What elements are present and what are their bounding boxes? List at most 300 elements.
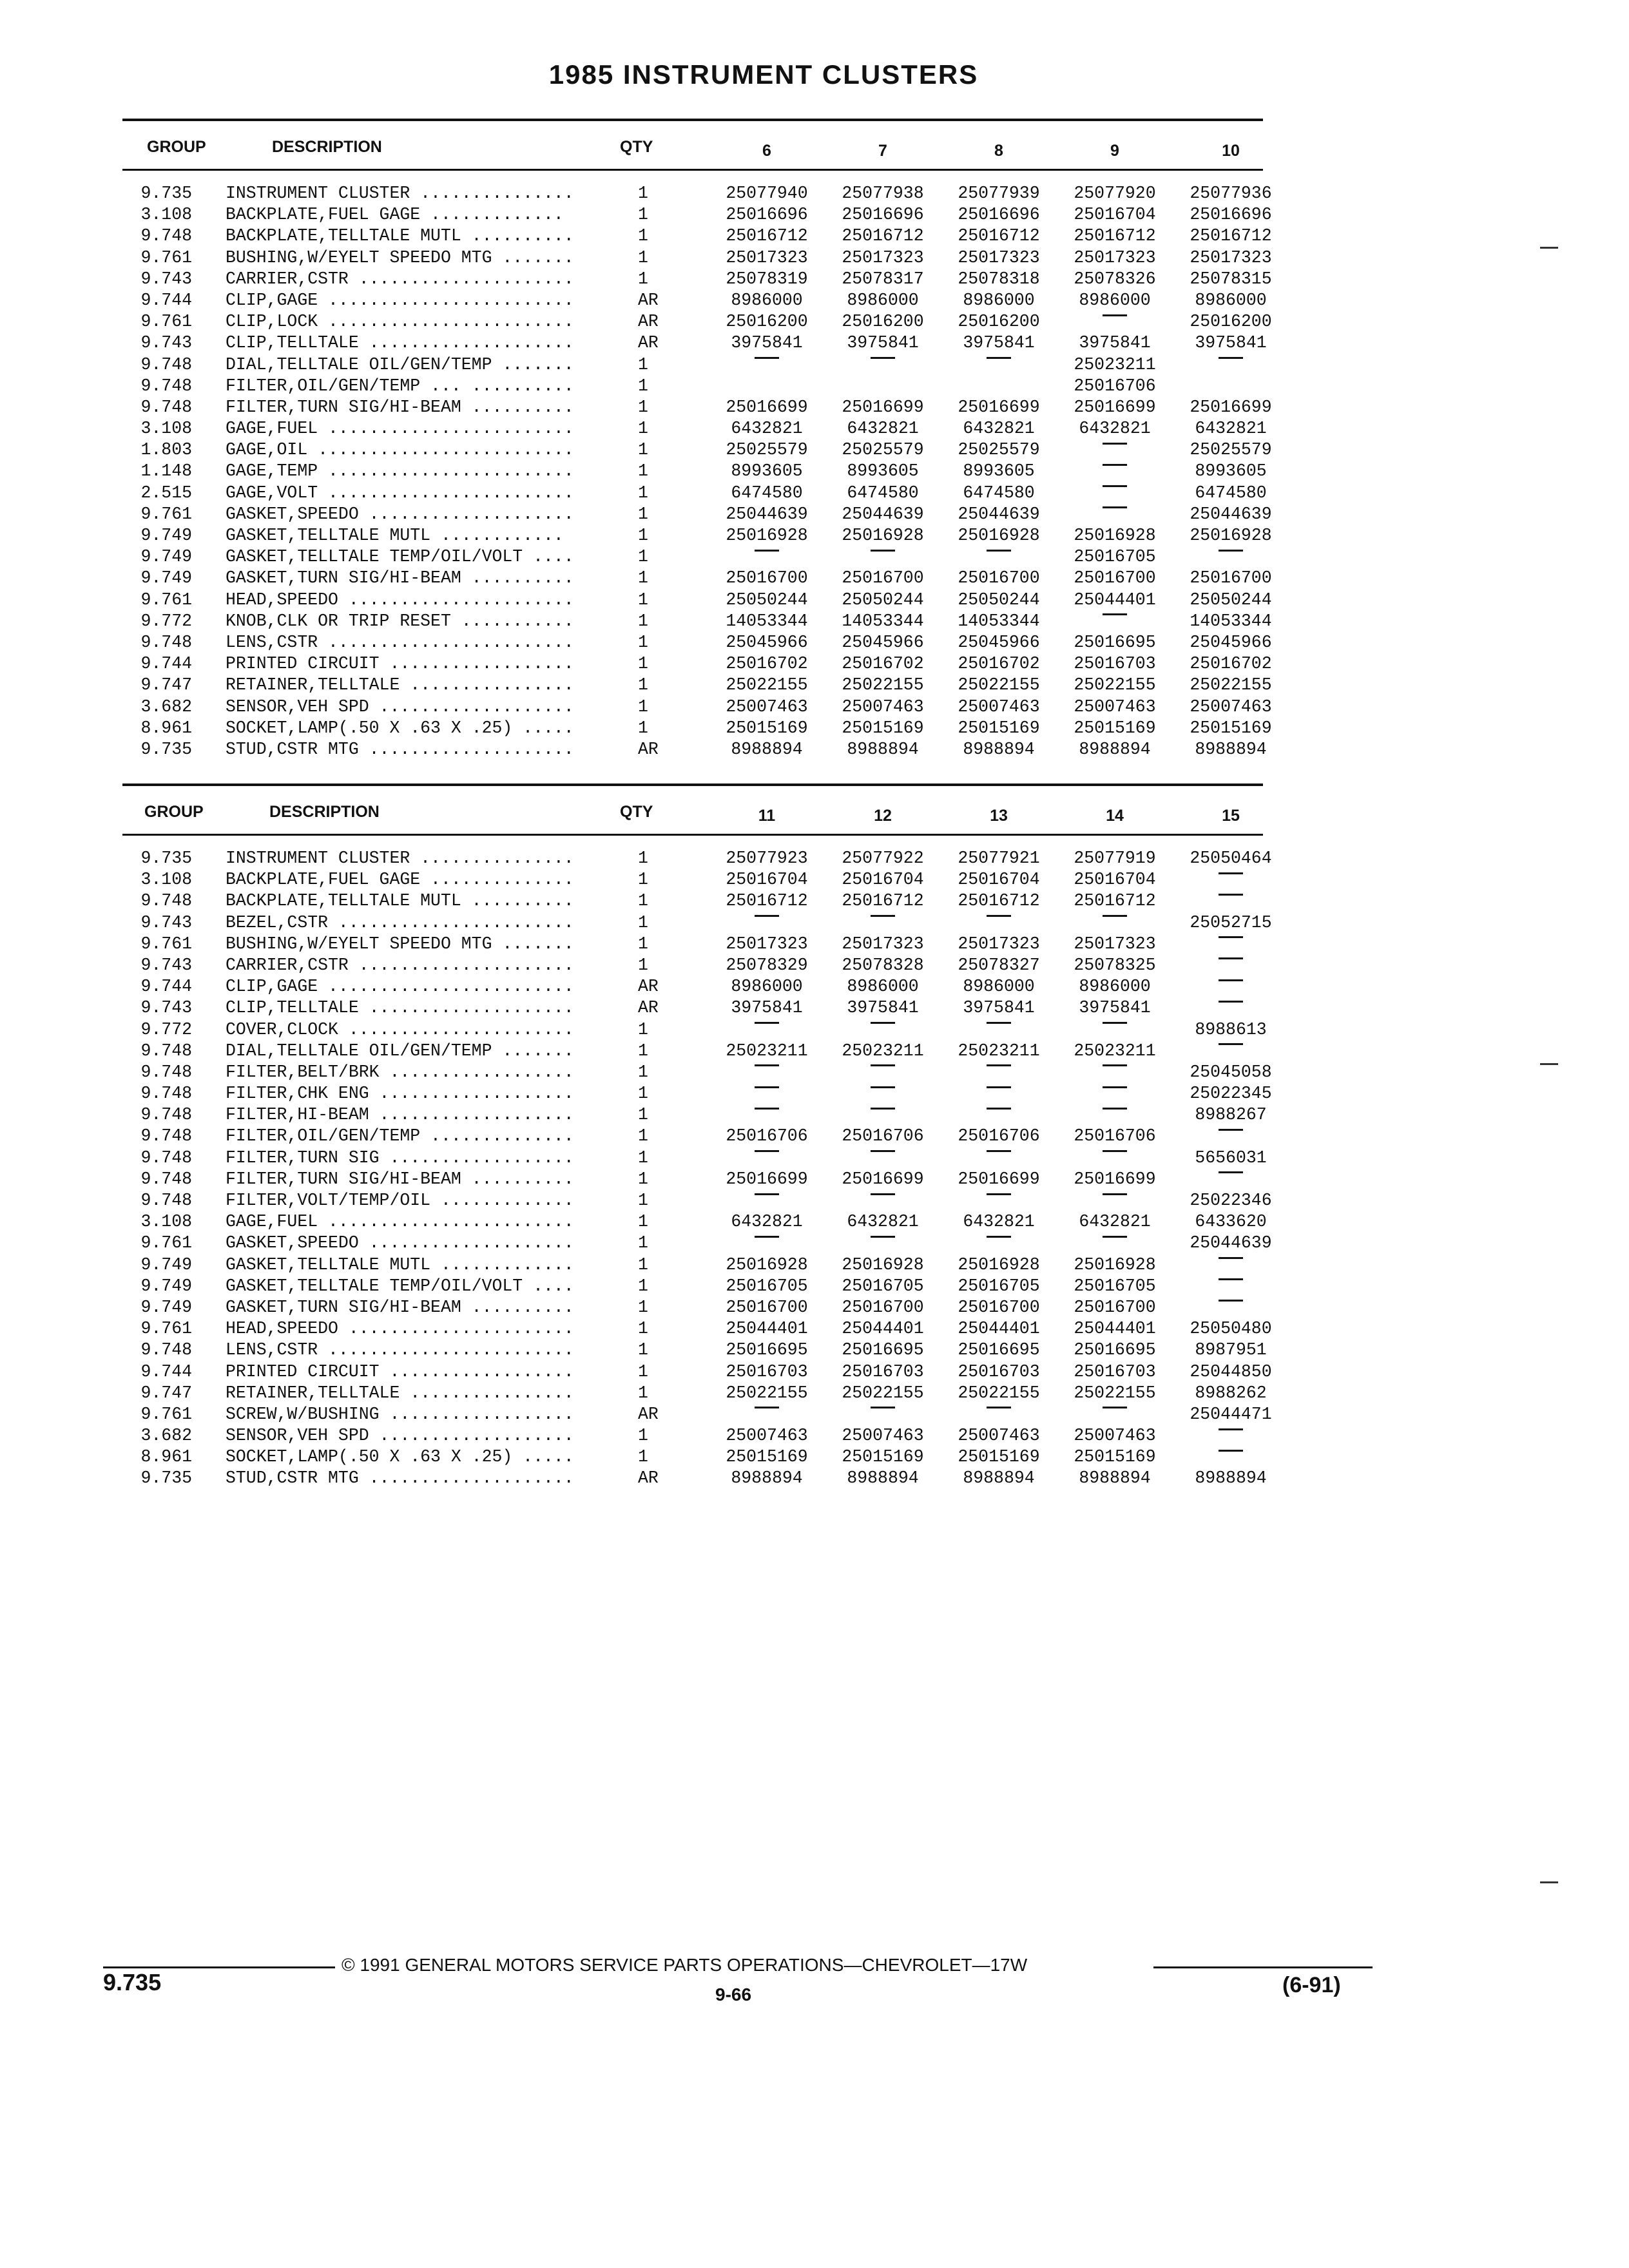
quantity: 1 (638, 461, 648, 481)
quantity: 1 (638, 1062, 648, 1082)
part-number: 25016705 (958, 1276, 1040, 1296)
part-number: 8988894 (1195, 1468, 1267, 1488)
group-number: 9.761 (140, 1404, 192, 1424)
part-number: 25044639 (1190, 504, 1272, 524)
part-number: 25007463 (1074, 1426, 1156, 1446)
part-description: FILTER,OIL/GEN/TEMP .............. (226, 1126, 574, 1146)
part-number: 25025579 (1190, 440, 1272, 460)
not-applicable-dash (715, 1083, 818, 1104)
model-col-header: 12 (874, 807, 892, 825)
page-title: 1985 INSTRUMENT CLUSTERS (548, 59, 979, 90)
part-number: 25016704 (842, 870, 924, 890)
not-applicable-dash (1063, 1104, 1166, 1126)
quantity: 1 (638, 1383, 648, 1403)
part-number: 25025579 (842, 440, 924, 460)
part-number: 25017323 (842, 934, 924, 954)
part-number: 6432821 (963, 1212, 1035, 1232)
not-applicable-dash (831, 1019, 934, 1041)
quantity: 1 (638, 1297, 648, 1317)
table-row (122, 890, 1263, 912)
part-description: SENSOR,VEH SPD ................... (226, 1426, 574, 1446)
part-description: BACKPLATE,TELLTALE MUTL .......... (226, 891, 574, 911)
part-number: 14053344 (1190, 611, 1272, 631)
table-row (122, 1148, 1267, 1169)
part-description: FILTER,TURN SIG/HI-BEAM .......... (226, 397, 574, 417)
table-row (122, 739, 1267, 760)
quantity: 1 (638, 526, 648, 545)
part-number: 25050464 (1190, 849, 1272, 868)
part-number: 25016200 (726, 312, 808, 332)
edge-mark (1540, 1881, 1558, 1883)
group-number: 9.735 (140, 739, 192, 759)
group-number: 9.761 (140, 934, 192, 954)
part-number: 25016712 (1074, 891, 1156, 911)
not-applicable-dash (947, 1404, 1050, 1425)
group-number: 3.682 (140, 1426, 192, 1446)
part-number: 8988894 (1079, 739, 1151, 759)
part-number: 25016703 (1074, 654, 1156, 674)
part-number: 25016928 (842, 526, 924, 545)
group-number: 9.761 (140, 312, 192, 332)
not-applicable-dash (947, 1019, 1050, 1041)
part-number: 8986000 (847, 290, 919, 310)
model-col-header: 8 (994, 142, 1003, 160)
part-number: 25016712 (726, 226, 808, 246)
part-number: 25017323 (958, 247, 1040, 267)
part-number: 25016706 (958, 1126, 1040, 1146)
model-col-header: 7 (878, 142, 887, 160)
not-applicable-dash (831, 1148, 934, 1169)
part-number: 8986000 (731, 290, 803, 310)
quantity: 1 (638, 934, 648, 954)
part-number: 25016695 (1074, 632, 1156, 652)
part-number: 25044639 (1190, 1233, 1272, 1253)
part-number: 6432821 (731, 1212, 803, 1232)
not-applicable-dash (1063, 1233, 1166, 1254)
quantity: 1 (638, 1212, 648, 1232)
group-number: 9.748 (140, 1191, 192, 1210)
part-number: 25016695 (958, 1340, 1040, 1360)
not-applicable-dash (1179, 997, 1282, 1019)
part-description: GAGE,FUEL ........................ (226, 1212, 574, 1232)
part-number: 25022346 (1190, 1191, 1272, 1210)
part-number: 25016705 (1074, 547, 1156, 567)
table-row (122, 1318, 1272, 1340)
part-number: 25016695 (726, 1340, 808, 1360)
part-number: 25016702 (842, 654, 924, 674)
table-row (122, 1211, 1267, 1233)
quantity: AR (638, 312, 659, 332)
not-applicable-dash (1179, 1126, 1282, 1147)
part-number: 25078318 (958, 269, 1040, 289)
group-number: 9.735 (140, 184, 192, 203)
part-description: GASKET,TURN SIG/HI-BEAM .......... (226, 568, 574, 588)
part-number: 25016700 (1074, 568, 1156, 588)
part-number: 25044850 (1190, 1361, 1272, 1381)
table-row (122, 354, 1263, 376)
part-number: 25050244 (842, 590, 924, 610)
not-applicable-dash (947, 1190, 1050, 1211)
part-description: RETAINER,TELLTALE ................ (226, 1383, 574, 1403)
part-number: 25015169 (1074, 718, 1156, 738)
part-number: 6432821 (847, 1212, 919, 1232)
quantity: 1 (638, 912, 648, 932)
quantity: 1 (638, 547, 648, 567)
part-number: 25016928 (958, 526, 1040, 545)
part-description: FILTER,OIL/GEN/TEMP ... .......... (226, 376, 574, 396)
part-number: 25077922 (842, 849, 924, 868)
quantity: 1 (638, 675, 648, 695)
part-number: 25016699 (958, 397, 1040, 417)
group-number: 9.748 (140, 1169, 192, 1189)
part-number: 25022155 (1190, 675, 1272, 695)
table-body (122, 848, 1272, 1490)
group-number: 9.748 (140, 1340, 192, 1360)
part-description: PRINTED CIRCUIT .................. (226, 654, 574, 674)
table-row (122, 1083, 1272, 1104)
quantity: 1 (638, 1276, 648, 1296)
not-applicable-dash (715, 1190, 818, 1211)
part-number: 25016699 (726, 1169, 808, 1189)
part-description: GAGE,FUEL ........................ (226, 419, 574, 439)
part-description: HEAD,SPEEDO ...................... (226, 1319, 574, 1339)
part-description: SOCKET,LAMP(.50 X .63 X .25) ..... (226, 1447, 574, 1467)
not-applicable-dash (1063, 1404, 1166, 1425)
quantity: 1 (638, 376, 648, 396)
part-number: 25017323 (1074, 247, 1156, 267)
not-applicable-dash (715, 354, 818, 376)
description-header: DESCRIPTION (269, 803, 380, 821)
part-number: 25016704 (1074, 205, 1156, 225)
not-applicable-dash (947, 1104, 1050, 1126)
part-number: 25078315 (1190, 269, 1272, 289)
part-number: 25015169 (842, 718, 924, 738)
part-description: DIAL,TELLTALE OIL/GEN/TEMP ....... (226, 354, 574, 374)
part-number: 8988894 (1079, 1468, 1151, 1488)
part-number: 25077939 (958, 184, 1040, 203)
part-number: 25022155 (1074, 1383, 1156, 1403)
part-number: 8988894 (963, 739, 1035, 759)
part-description: FILTER,VOLT/TEMP/OIL ............. (226, 1191, 574, 1210)
quantity: 1 (638, 654, 648, 674)
part-description: LENS,CSTR ........................ (226, 1340, 574, 1360)
quantity: 1 (638, 1254, 648, 1274)
part-number: 25044401 (726, 1319, 808, 1339)
table-row (122, 653, 1272, 675)
table-row (122, 1446, 1263, 1468)
part-number: 25078317 (842, 269, 924, 289)
group-number: 9.748 (140, 891, 192, 911)
group-number: 2.515 (140, 483, 192, 503)
part-number: 25045966 (726, 632, 808, 652)
not-applicable-dash (1179, 354, 1282, 376)
part-description: CLIP,TELLTALE .................... (226, 333, 574, 353)
part-number: 25044401 (1074, 590, 1156, 610)
quantity: 1 (638, 184, 648, 203)
table-row (122, 1169, 1263, 1190)
group-number: 9.749 (140, 526, 192, 545)
part-number: 25016200 (842, 312, 924, 332)
group-number: 8.961 (140, 1447, 192, 1467)
not-applicable-dash (831, 1104, 934, 1126)
part-description: CLIP,GAGE ........................ (226, 977, 574, 997)
group-number: 9.743 (140, 998, 192, 1018)
part-number: 6432821 (1079, 419, 1151, 439)
table-row (122, 332, 1267, 354)
part-number: 25023211 (842, 1041, 924, 1061)
part-number: 25016712 (1190, 226, 1272, 246)
part-description: KNOB,CLK OR TRIP RESET ........... (226, 611, 574, 631)
not-applicable-dash (947, 546, 1050, 568)
part-number: 25044471 (1190, 1404, 1272, 1424)
not-applicable-dash (1063, 912, 1166, 934)
quantity: 1 (638, 419, 648, 439)
part-number: 25045966 (958, 632, 1040, 652)
group-number: 9.748 (140, 354, 192, 374)
part-number: 14053344 (842, 611, 924, 631)
part-number: 25007463 (726, 697, 808, 716)
part-number: 25017323 (726, 247, 808, 267)
part-number: 25022155 (1074, 675, 1156, 695)
part-number: 25016702 (958, 654, 1040, 674)
part-number: 6474580 (1195, 483, 1267, 503)
part-number: 25016705 (842, 1276, 924, 1296)
part-number: 25016928 (1190, 526, 1272, 545)
group-number: 9.735 (140, 849, 192, 868)
table-row (122, 546, 1263, 568)
part-description: SENSOR,VEH SPD ................... (226, 697, 574, 716)
part-number: 25050480 (1190, 1319, 1272, 1339)
part-number: 25016702 (1190, 654, 1272, 674)
part-number: 25007463 (958, 1426, 1040, 1446)
part-number: 25016700 (842, 1297, 924, 1317)
group-number: 9.748 (140, 397, 192, 417)
table-row (122, 376, 1263, 397)
part-number: 25022155 (726, 675, 808, 695)
part-number: 25016706 (1074, 1126, 1156, 1146)
part-number: 25022155 (842, 1383, 924, 1403)
part-number: 8993605 (847, 461, 919, 481)
group-number: 9.748 (140, 1105, 192, 1125)
quantity: 1 (638, 1319, 648, 1339)
quantity: 1 (638, 226, 648, 246)
group-number: 9.761 (140, 1319, 192, 1339)
part-number: 25025579 (726, 440, 808, 460)
part-number: 8986000 (1195, 290, 1267, 310)
group-number: 9.749 (140, 1297, 192, 1317)
table-row (122, 1383, 1267, 1404)
part-number: 3975841 (731, 998, 803, 1018)
group-number: 9.744 (140, 654, 192, 674)
group-number: 9.747 (140, 675, 192, 695)
part-description: BUSHING,W/EYELT SPEEDO MTG ....... (226, 934, 574, 954)
edge-mark (1540, 1063, 1558, 1065)
table-row (122, 269, 1272, 290)
quantity: AR (638, 290, 659, 310)
part-number: 25044639 (726, 504, 808, 524)
part-number: 25016706 (726, 1126, 808, 1146)
part-number: 25016703 (1074, 1361, 1156, 1381)
part-number: 25016712 (1074, 226, 1156, 246)
part-number: 25016703 (842, 1361, 924, 1381)
part-number: 25015169 (1190, 718, 1272, 738)
table-row (122, 525, 1272, 546)
part-description: STUD,CSTR MTG .................... (226, 1468, 574, 1488)
not-applicable-dash (715, 912, 818, 934)
group-number: 9.749 (140, 1276, 192, 1296)
group-header: GROUP (144, 803, 204, 821)
group-number: 3.108 (140, 1212, 192, 1232)
part-number: 3975841 (847, 998, 919, 1018)
group-number: 9.744 (140, 290, 192, 310)
quantity: 1 (638, 1169, 648, 1189)
group-header: GROUP (147, 138, 206, 156)
header-bottom-rule (122, 834, 1263, 836)
table-row (122, 1361, 1272, 1383)
group-number: 9.748 (140, 226, 192, 246)
part-number: 25016928 (958, 1254, 1040, 1274)
group-number: 3.108 (140, 419, 192, 439)
part-description: FILTER,TURN SIG .................. (226, 1148, 574, 1168)
part-number: 25016696 (1190, 205, 1272, 225)
group-number: 9.748 (140, 376, 192, 396)
part-number: 8986000 (963, 290, 1035, 310)
part-number: 25016700 (726, 1297, 808, 1317)
part-number: 25023211 (958, 1041, 1040, 1061)
quantity: 1 (638, 1148, 648, 1168)
quantity: 1 (638, 849, 648, 868)
part-number: 25016699 (1074, 1169, 1156, 1189)
model-col-header: 10 (1222, 142, 1240, 160)
table-row (122, 912, 1272, 934)
not-applicable-dash (1179, 1297, 1282, 1318)
part-number: 25016699 (1074, 397, 1156, 417)
part-number: 8988894 (731, 1468, 803, 1488)
part-number: 25016696 (958, 205, 1040, 225)
not-applicable-dash (947, 1062, 1050, 1083)
part-description: GASKET,TELLTALE MUTL ............. (226, 1254, 574, 1274)
part-description: CARRIER,CSTR ..................... (226, 955, 574, 975)
table-row (122, 1041, 1263, 1062)
not-applicable-dash (715, 546, 818, 568)
table-row (122, 848, 1272, 869)
not-applicable-dash (1063, 461, 1166, 482)
part-number: 8988894 (731, 739, 803, 759)
part-number: 8986000 (847, 977, 919, 997)
quantity: 1 (638, 440, 648, 460)
part-number: 25016706 (842, 1126, 924, 1146)
part-number: 6474580 (731, 483, 803, 503)
not-applicable-dash (831, 1404, 934, 1425)
part-number: 25016699 (842, 397, 924, 417)
part-number: 25016712 (842, 891, 924, 911)
part-number: 8986000 (1079, 977, 1151, 997)
part-description: STUD,CSTR MTG .................... (226, 739, 574, 759)
quantity: 1 (638, 247, 648, 267)
quantity: 1 (638, 504, 648, 524)
part-number: 25015169 (726, 718, 808, 738)
part-description: INSTRUMENT CLUSTER ............... (226, 849, 574, 868)
part-number: 8988262 (1195, 1383, 1267, 1403)
part-description: FILTER,CHK ENG ................... (226, 1084, 574, 1104)
qty-header: QTY (620, 803, 653, 821)
table-row (122, 1425, 1263, 1446)
part-number: 25016695 (842, 1340, 924, 1360)
table-row (122, 590, 1272, 611)
part-number: 25016700 (842, 568, 924, 588)
not-applicable-dash (947, 912, 1050, 934)
not-applicable-dash (715, 1404, 818, 1425)
table-row (122, 1468, 1267, 1489)
part-description: SCREW,W/BUSHING .................. (226, 1404, 574, 1424)
footer-rule-right (1153, 1966, 1373, 1968)
part-number: 25016200 (1190, 312, 1272, 332)
quantity: 1 (638, 632, 648, 652)
part-description: GAGE,TEMP ........................ (226, 461, 574, 481)
not-applicable-dash (1179, 869, 1282, 890)
quantity: 1 (638, 1447, 648, 1467)
table-row (122, 1404, 1272, 1425)
header-bottom-rule (122, 169, 1263, 171)
part-number: 25015169 (1074, 1447, 1156, 1467)
group-number: 8.961 (140, 718, 192, 738)
part-number: 6433620 (1195, 1212, 1267, 1232)
part-number: 25016699 (726, 397, 808, 417)
table-row (122, 976, 1263, 997)
part-number: 25007463 (726, 1426, 808, 1446)
not-applicable-dash (947, 1083, 1050, 1104)
part-number: 25022155 (726, 1383, 808, 1403)
quantity: 1 (638, 697, 648, 716)
not-applicable-dash (1179, 955, 1282, 976)
quantity: 1 (638, 590, 648, 610)
part-number: 8988894 (847, 1468, 919, 1488)
part-number: 25016696 (726, 205, 808, 225)
part-number: 8986000 (963, 977, 1035, 997)
part-number: 25016702 (726, 654, 808, 674)
part-number: 8988267 (1195, 1105, 1267, 1125)
part-description: RETAINER,TELLTALE ................ (226, 675, 574, 695)
quantity: 1 (638, 483, 648, 503)
quantity: 1 (638, 1426, 648, 1446)
table-row (122, 290, 1267, 311)
group-number: 1.148 (140, 461, 192, 481)
part-description: BACKPLATE,TELLTALE MUTL .......... (226, 226, 574, 246)
part-number: 25016928 (1074, 1254, 1156, 1274)
group-number: 9.748 (140, 1041, 192, 1061)
part-number: 25050244 (1190, 590, 1272, 610)
part-number: 25045966 (1190, 632, 1272, 652)
part-description: CLIP,GAGE ........................ (226, 290, 574, 310)
part-number: 6432821 (1079, 1212, 1151, 1232)
table-row (122, 1276, 1263, 1297)
part-number: 25022155 (958, 675, 1040, 695)
part-number: 25078326 (1074, 269, 1156, 289)
table-row (122, 204, 1272, 226)
not-applicable-dash (715, 1148, 818, 1169)
not-applicable-dash (947, 1233, 1050, 1254)
table-row (122, 461, 1267, 482)
not-applicable-dash (715, 1019, 818, 1041)
part-number: 25007463 (1074, 697, 1156, 716)
part-number: 25045058 (1190, 1062, 1272, 1082)
part-number: 3975841 (1195, 333, 1267, 353)
part-number: 14053344 (726, 611, 808, 631)
part-number: 25017323 (726, 934, 808, 954)
not-applicable-dash (1179, 1169, 1282, 1190)
part-number: 25077921 (958, 849, 1040, 868)
part-number: 25022155 (842, 675, 924, 695)
